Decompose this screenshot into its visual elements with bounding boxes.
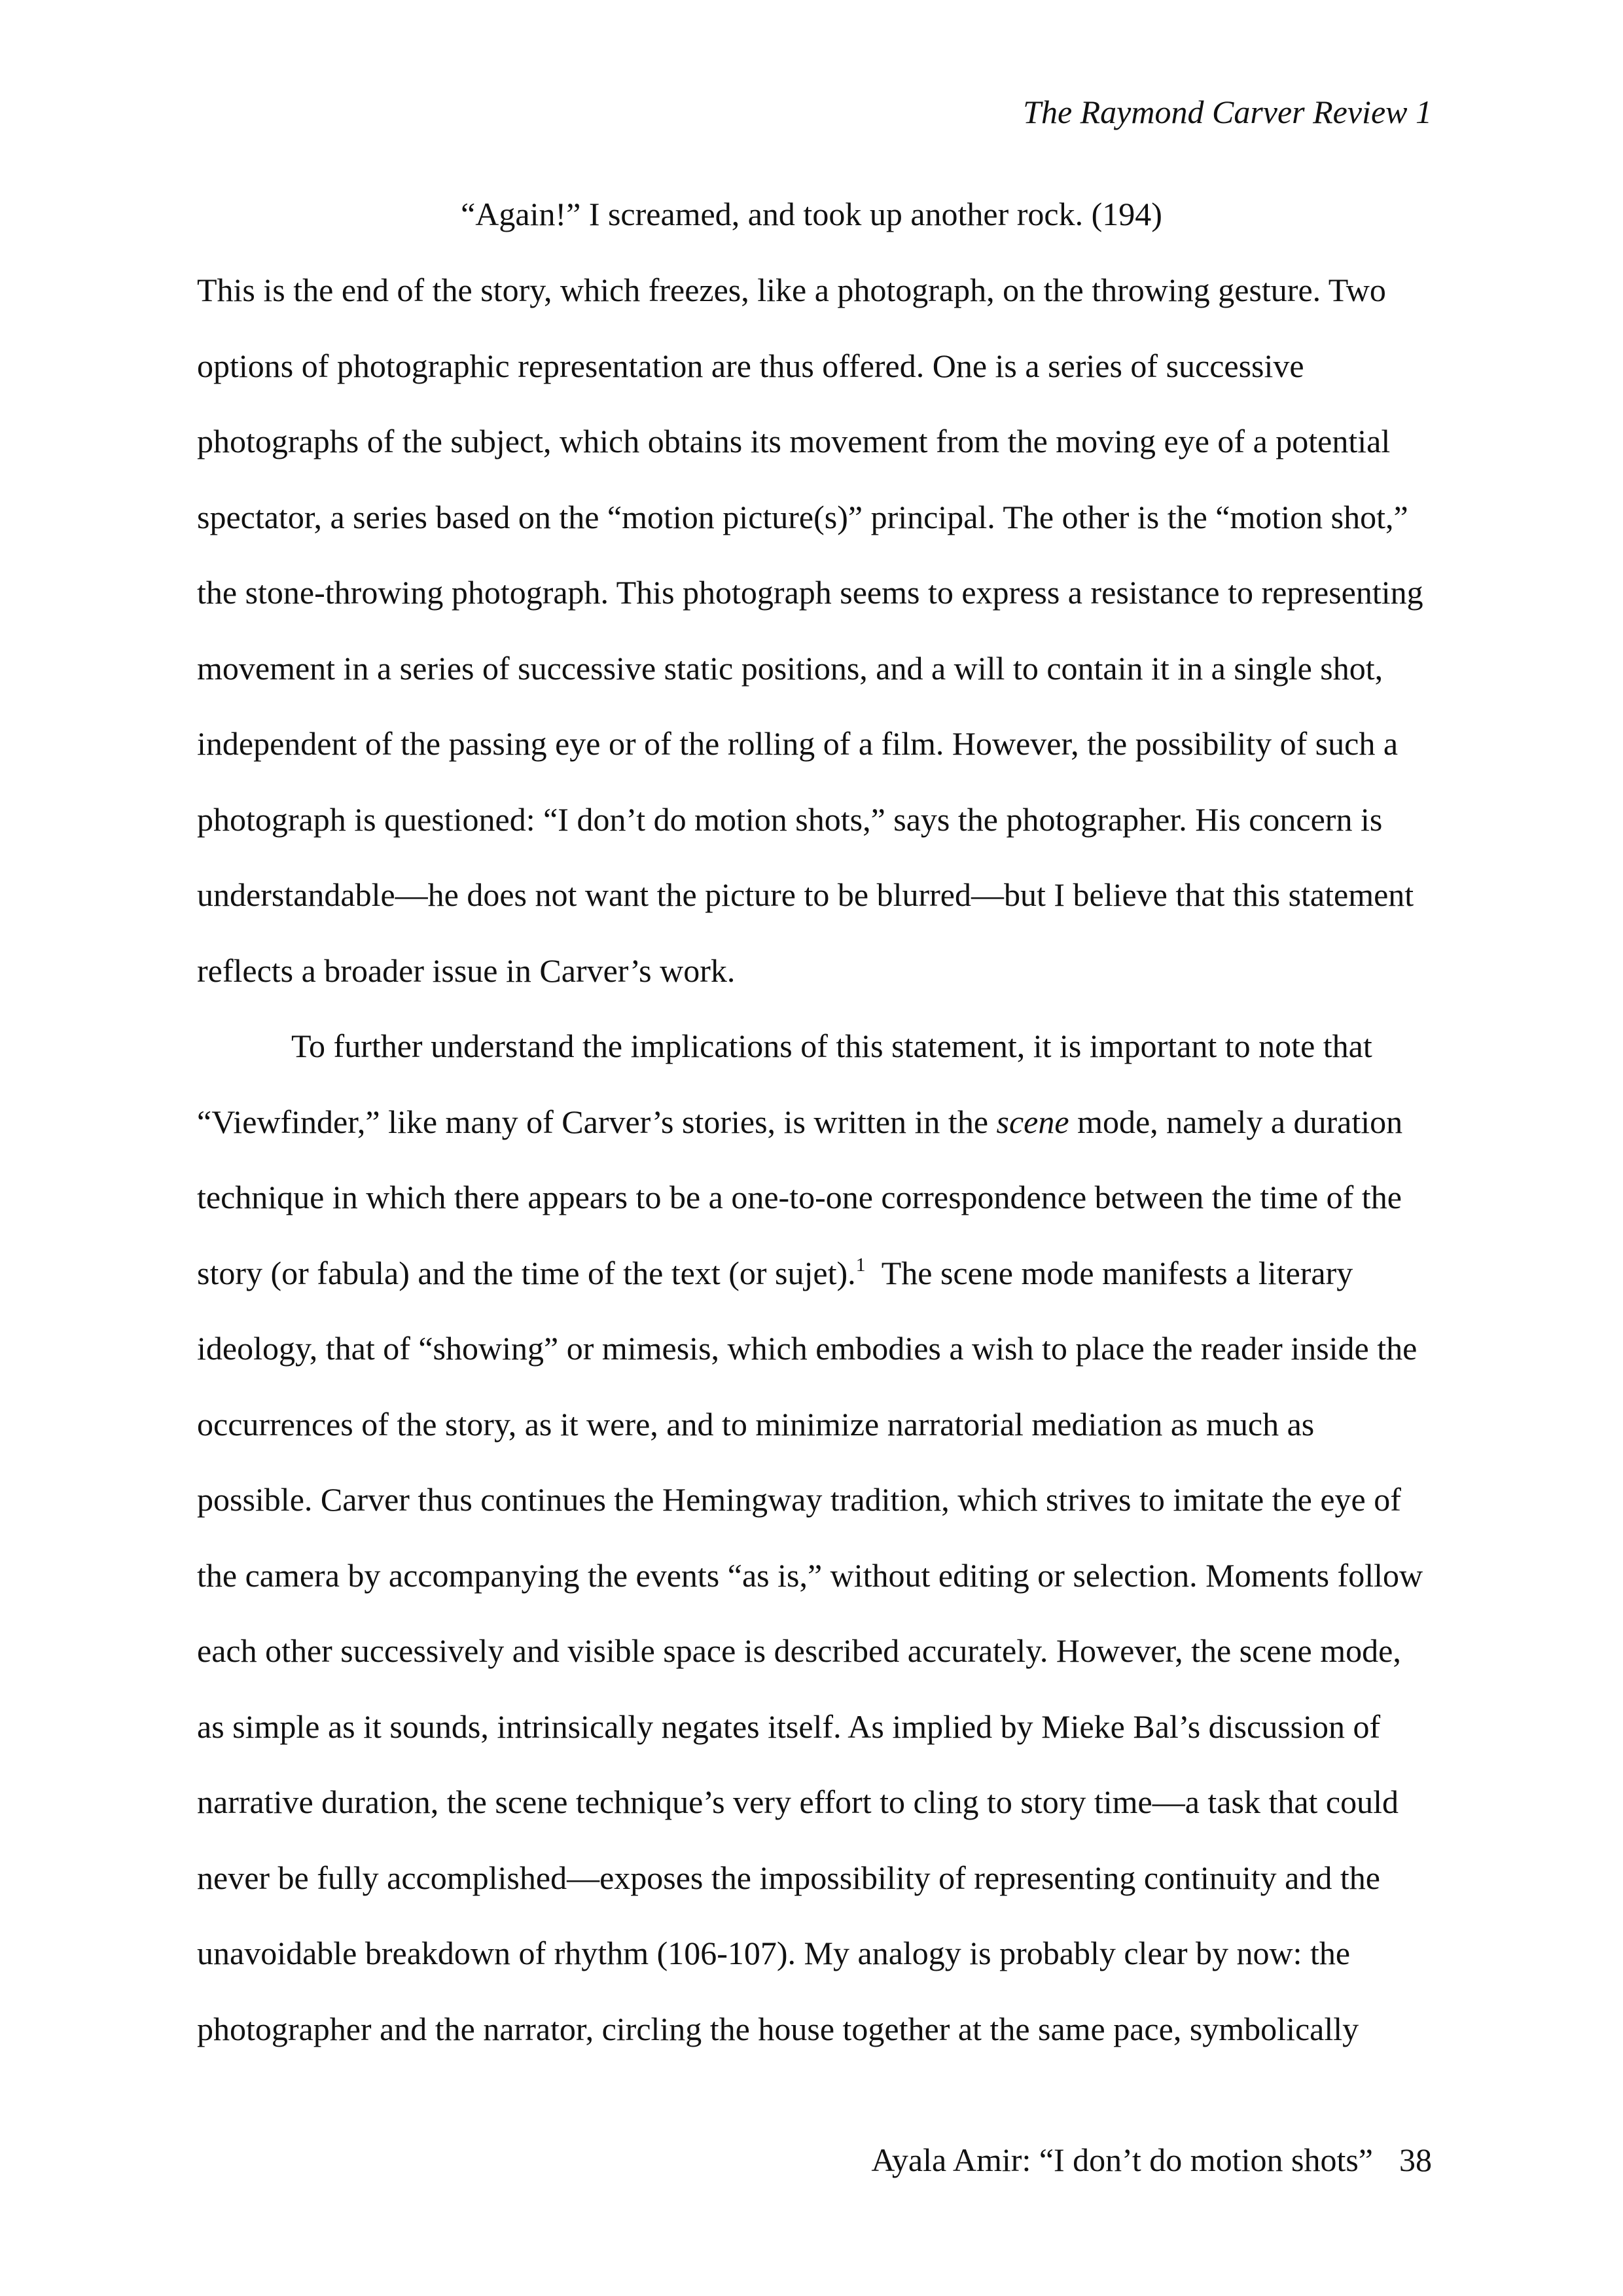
body-line: occurrences of the story, as it were, and to minimize narratorial mediation as much as: [197, 1405, 1315, 1443]
page-number: 38: [1399, 2142, 1432, 2178]
body-line: the stone-throwing photograph. This photograph seems to express a resistance to representing: [197, 574, 1423, 611]
body-line: This is the end of the story, which freezes, like a photograph, on the throwing gesture. Two: [197, 272, 1386, 308]
footnote-marker[interactable]: 1: [855, 1253, 866, 1276]
body-line: unavoidable breakdown of rhythm (106-107). My analogy is probably clear by now: the: [197, 1935, 1351, 1971]
footer-author-title: Ayala Amir: “I don’t do motion shots”: [871, 2142, 1373, 2178]
body-text-run: mode, namely a duration: [1069, 1103, 1403, 1140]
italic-term: scene: [996, 1103, 1069, 1140]
body-line: photograph is questioned: “I don’t do motion shots,” says the photographer. His concern is: [197, 800, 1383, 838]
body-line: [197, 1102, 1434, 1178]
body-line: ideology, that of “showing” or mimesis, which embodies a wish to place the reader inside the: [197, 1330, 1418, 1367]
body-text: [197, 270, 1434, 2085]
body-line: the camera by accompanying the events “as is,” without editing or selection. Moments follow: [197, 1556, 1423, 1594]
body-line: reflects a broader issue in Carver’s work.: [197, 952, 736, 989]
body-text-run: story (or fabula) and the time of the text (or sujet).: [197, 1254, 856, 1291]
body-line: spectator, a series based on the “motion picture(s)” principal. The other is the “motion shot,”: [197, 498, 1408, 535]
body-line: photographs of the subject, which obtains its movement from the moving eye of a potential: [197, 423, 1391, 459]
body-line: never be fully accomplished—exposes the impossibility of representing continuity and the: [197, 1859, 1380, 1896]
body-line: understandable—he does not want the picture to be blurred—but I believe that this statement: [197, 876, 1414, 913]
body-line: independent of the passing eye or of the rolling of a film. However, the possibility of such a: [197, 725, 1399, 762]
body-text-run: “Viewfinder,” like many of Carver’s stories, is written in the: [197, 1103, 997, 1140]
body-line: [197, 1253, 1434, 1329]
body-line: movement in a series of successive static positions, and a will to contain it in a single shot,: [197, 649, 1383, 687]
running-header: The Raymond Carver Review 1: [1023, 94, 1432, 130]
body-line: photographer and the narrator, circling the house together at the same pace, symbolically: [197, 2010, 1359, 2047]
body-line: as simple as it sounds, intrinsically negates itself. As implied by Mieke Bal’s discussion of: [197, 1708, 1381, 1745]
body-line: narrative duration, the scene technique’s very effort to cling to story time—a task that could: [197, 1784, 1399, 1820]
paragraph-first-line: To further understand the implications of this statement, it is important to note that: [291, 1028, 1372, 1064]
body-text-run: The scene mode manifests a literary: [865, 1254, 1353, 1291]
body-line: technique in which there appears to be a one-to-one correspondence between the time of the: [197, 1179, 1402, 1215]
page-footer: [871, 2141, 1432, 2179]
body-line: each other successively and visible space is described accurately. However, the scene mode,: [197, 1632, 1401, 1669]
block-quote: “Again!” I screamed, and took up another rock. (194): [461, 196, 1162, 232]
body-line: options of photographic representation are thus offered. One is a series of successive: [197, 347, 1304, 384]
body-line: possible. Carver thus continues the Hemingway tradition, which strives to imitate the eye of: [197, 1481, 1401, 1518]
